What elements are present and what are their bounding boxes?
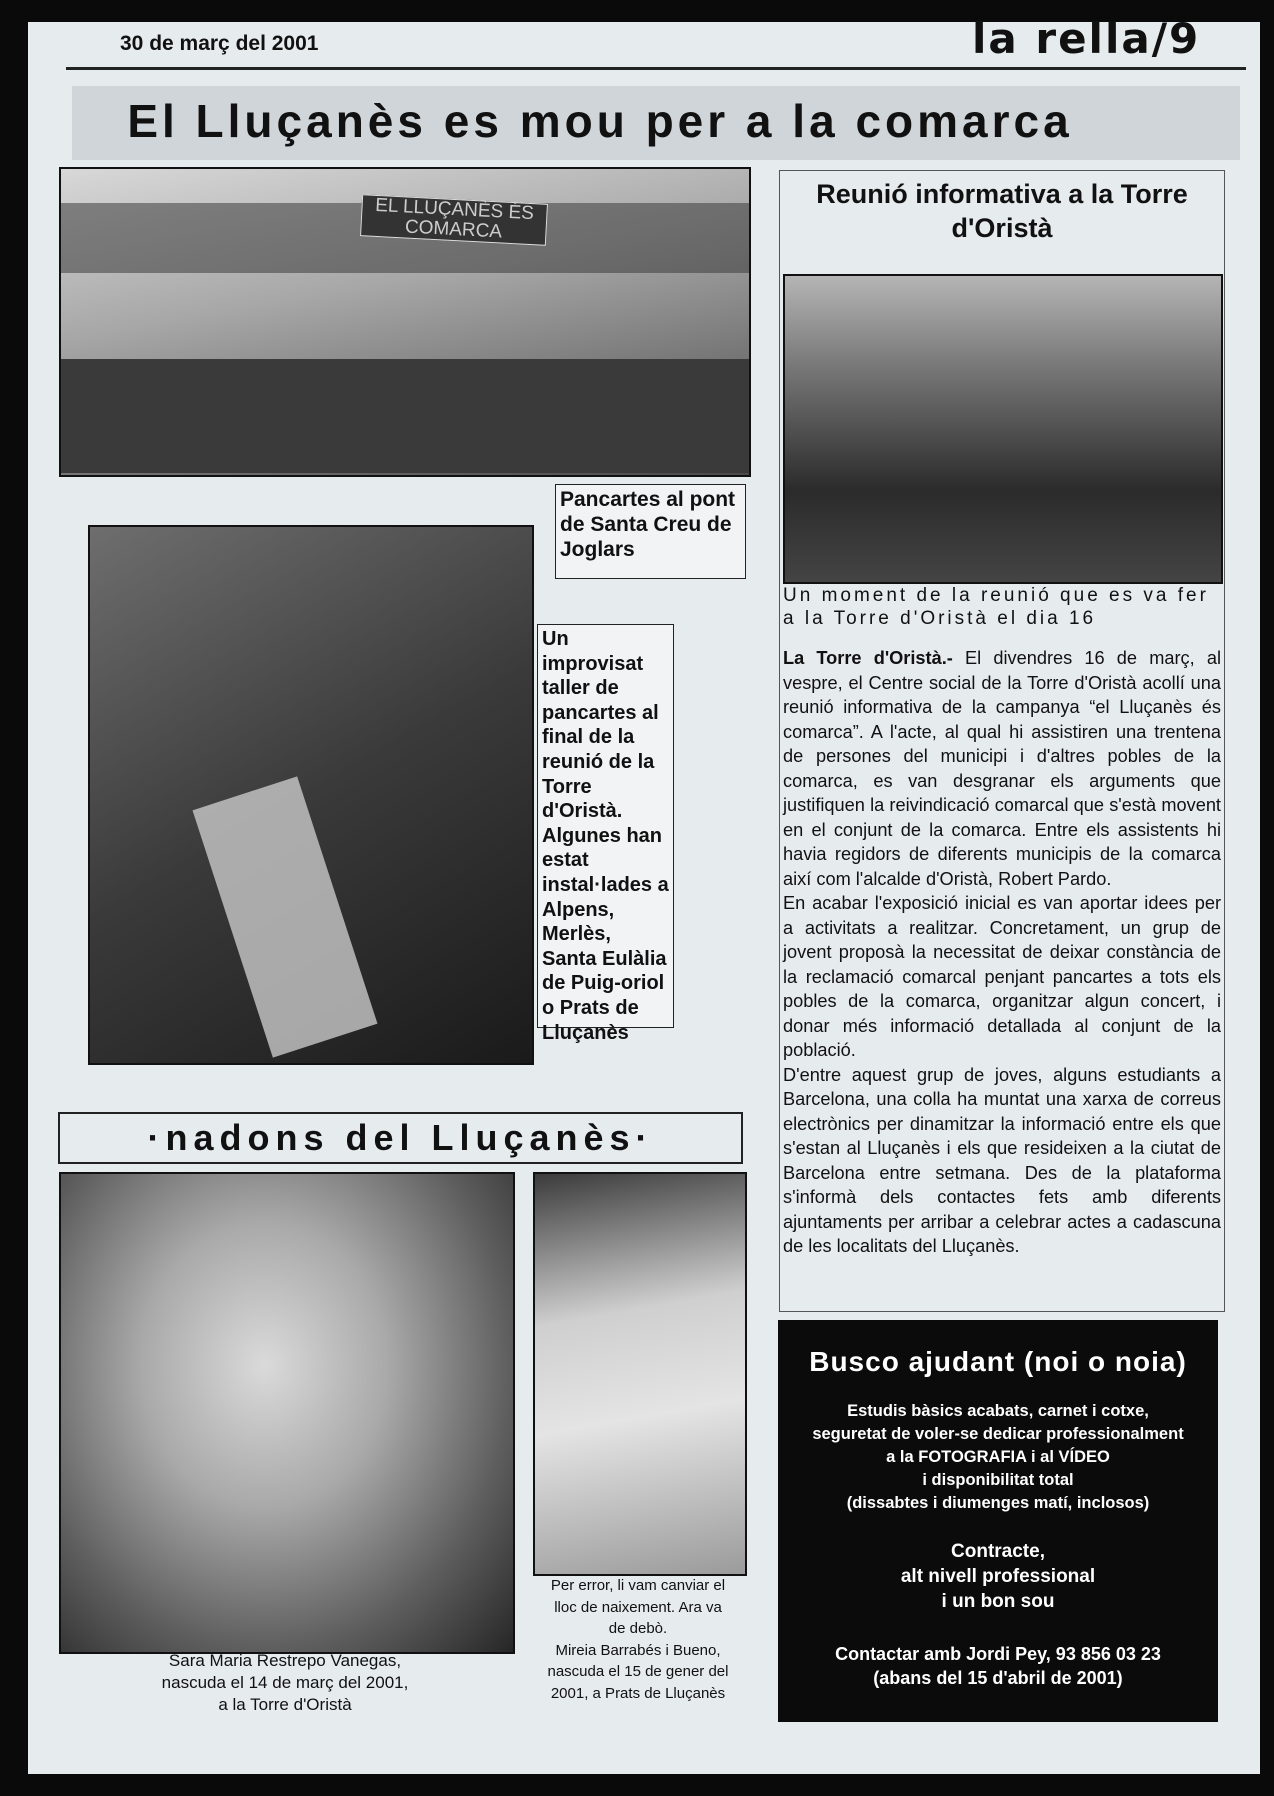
workshop-caption: Un improvisat taller de pancartes al final de la reunió de la Torre d'Oristà. Algunes han estat instal·lades a Alpens, Merlès, Santa Eulàlia de Puig-oriol o Prats de Lluçanès — [537, 624, 674, 1028]
bridge-caption: Pancartes al pont de Santa Creu de Joglars — [555, 484, 746, 579]
publication-brand: la rella/9 — [972, 14, 1201, 63]
nadons-heading: ·nadons del Lluçanès· — [58, 1112, 743, 1164]
baby2-photo — [533, 1172, 747, 1576]
meeting-photo — [783, 274, 1223, 584]
newspaper-page — [28, 14, 1260, 1774]
article-lead: La Torre d'Oristà.- — [783, 648, 953, 668]
article-text: El divendres 16 de març, al vespre, el Centre social de la Torre d'Oristà acollí una reunió informativa de la campanya “el Lluçanès és comarca”. A l'acte, al qual hi assistiren una trentena de persones del municipi i d'altres pobles de la comarca, es van desgranar els arguments que justifiquen la reivindicació comarcal que s'està movent en el conjunt de la comarca. Entre els assistents hi havia regidors de diferents municipis de la comarca així com l'alcalde d'Oristà, Robert Pardo. En acabar l'exposició inicial es van aportar idees per a activitats a realitzar. Concretament, un grup de jovent proposà la necessitat de deixar constància de la reclamació comarcal penjant pancartes a tots els pobles de la comarca, organitzar algun concert, i donar més informació detallada al conjunt de la població. D'entre aquest grup de joves, alguns estudiants a Barcelona, una colla ha muntat una xarxa de correus electrònics per dinamitzar la informació entre els que s'estan al Lluçanès i els que resideixen a la ciutat de Barcelona entre setmana. Des de la plataforma s'informà dels contactes fets amb diferents ajuntaments per arribar a celebrar actes a cadascuna de les localitats del Lluçanès. — [783, 648, 1221, 1256]
article-heading: Reunió informativa a la Torre d'Oristà — [816, 179, 1188, 243]
workshop-photo — [88, 525, 534, 1065]
header-divider — [66, 67, 1246, 70]
hillside — [61, 359, 749, 473]
bridge-banner-text: EL LLUÇANÈS ÉS COMARCA — [374, 194, 535, 243]
ad-requirements: Estudis bàsics acabats, carnet i cotxe, seguretat de voler-se dedicar professionalment a la FOTOGRAFIA i al VÍDEO i disponibilitat total (dissabtes i diumenges matí, inclosos) — [812, 1402, 1184, 1512]
meeting-photo-caption: Un moment de la reunió que es va fer a la Torre d'Oristà el dia 16 — [783, 585, 1209, 629]
banner-on-floor — [193, 776, 378, 1057]
ad-contact: Contactar amb Jordi Pey, 93 856 03 23 (abans del 15 d'abril de 2001) — [835, 1644, 1161, 1688]
baby2-caption: Per error, li vam canviar el lloc de naixement. Ara va de debò. Mireia Barrabés i Bueno, nascuda el 15 de gener del 2001, a Prats de Lluçanès — [547, 1577, 729, 1702]
page-title: El Lluçanès es mou per a la comarca — [127, 95, 1073, 147]
baby1-photo — [59, 1172, 515, 1654]
issue-date: 30 de març del 2001 — [120, 32, 319, 55]
article-body — [783, 646, 1221, 1259]
ad-title: Busco ajudant (noi o noia) — [809, 1346, 1187, 1377]
baby1-caption: Sara Maria Restrepo Vanegas, nascuda el 14 de març del 2001, a la Torre d'Oristà — [161, 1651, 409, 1714]
ad-offer: Contracte, alt nivell professional i un bon sou — [900, 1541, 1096, 1612]
article-column — [779, 170, 1225, 1312]
bridge-photo — [59, 167, 751, 477]
job-ad — [778, 1320, 1218, 1722]
